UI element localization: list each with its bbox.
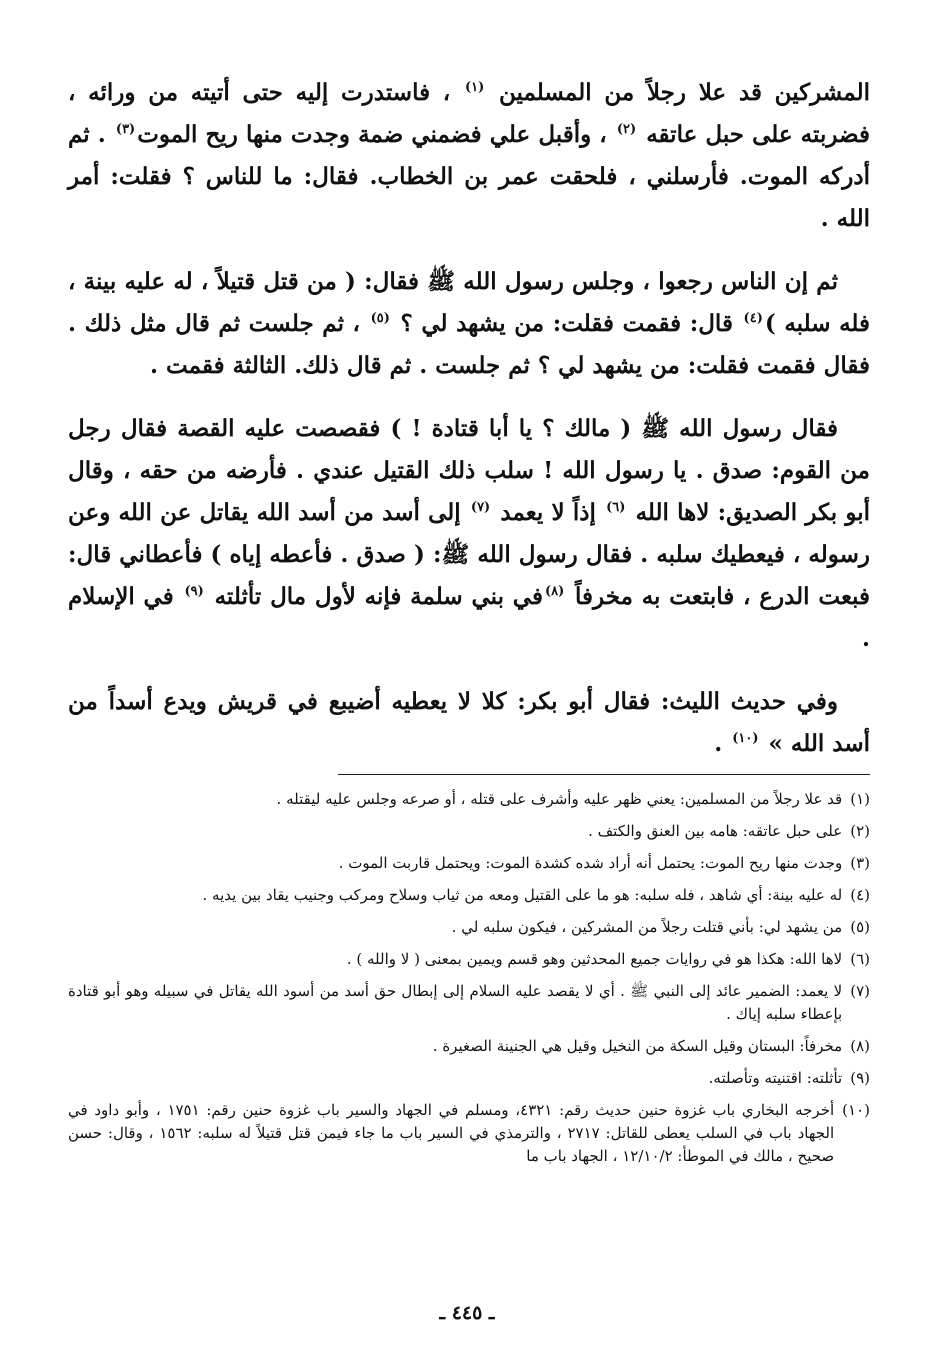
- footnote-item: [68, 980, 870, 1026]
- footnote-number: (٧): [850, 982, 870, 1000]
- footnote-number: (١): [850, 790, 870, 808]
- paragraph-2: [68, 261, 870, 387]
- footnote-number: (٩): [850, 1069, 870, 1087]
- text-run: . ثم أدركه الموت. فأرسلني ، فلحقت عمر بن الخطاب. فقال: ما للناس ؟ فقلت: أمر الله .: [68, 121, 870, 232]
- footnote-text: لا يعمد: الضمير عائد إلى النبي ﷺ . أي لا يقصد عليه السلام إلى إبطال حق أسد من أسود الله يقاتل في سبيله وهو أبو قتادة بإعطاء سلبه إياك .: [68, 982, 843, 1023]
- footnote-number: (١٠): [842, 1101, 870, 1119]
- footnote-text: قد علا رجلاً من المسلمين: يعني ظهر عليه وأشرف على قتله ، أو صرعه وجلس عليه ليقتله .: [276, 790, 843, 808]
- paragraph-4: [68, 681, 870, 765]
- footnote-ref-8: (٨): [544, 584, 565, 600]
- footnote-number: (٢): [850, 822, 870, 840]
- footnote-item: [68, 1035, 870, 1058]
- page-number: ـ ٤٤٥ ـ: [439, 1302, 495, 1324]
- footnote-text: تأثلته: اقتنيته وتأصلته.: [708, 1069, 843, 1087]
- footnote-item: [68, 852, 870, 875]
- footnote-number: (٦): [850, 950, 870, 968]
- footnote-text: من يشهد لي: بأني قتلت رجلاً من المشركين ، فيكون سلبه لي .: [451, 918, 843, 936]
- footnote-ref-9: (٩): [184, 584, 204, 600]
- text-run: إذاً لا يعمد: [500, 499, 596, 526]
- footnotes: [68, 788, 870, 1177]
- text-run: المشركين قد علا رجلاً من المسلمين: [499, 79, 870, 106]
- footnote-number: (٥): [850, 918, 870, 936]
- footnote-number: (٨): [850, 1037, 870, 1055]
- footnote-ref-2: (٢): [616, 122, 637, 138]
- footnote-number: (٣): [850, 854, 870, 872]
- paragraph-3: [68, 408, 870, 660]
- main-text: [68, 72, 870, 786]
- footnote-item: [68, 884, 870, 907]
- footnote-ref-10: (١٠): [732, 731, 759, 747]
- footnote-item: [68, 1067, 870, 1090]
- footnote-ref-3: (٣): [115, 122, 136, 138]
- footnote-text: له عليه بينة: أي شاهد ، فله سلبه: هو ما على القتيل ومعه من ثياب وسلاح ومركب وجنيب يقاد بين يديه .: [202, 886, 843, 904]
- text-run: فقال رسول الله ﷺ ( مالك ؟ يا أبا قتادة ! ) فقصصت عليه القصة فقال رجل من القوم: صدق . يا رسول الله ! سلب ذلك القتيل عندي . فأرضه من حقه ، وقال أبو بكر الصديق: لاها الله: [68, 415, 870, 526]
- footnote-item: [68, 1099, 870, 1168]
- footnote-item: [68, 788, 870, 811]
- footnote-item: [68, 948, 870, 971]
- footnote-number: (٤): [850, 886, 870, 904]
- text-run: قال: فقمت فقلت: من يشهد لي ؟: [400, 310, 733, 337]
- footnote-ref-4: (٤): [743, 311, 763, 327]
- footnote-item: [68, 916, 870, 939]
- footnote-text: على حبل عاتقه: هامه بين العنق والكتف .: [588, 822, 843, 840]
- footnote-text: مخرفاً: البستان وقيل السكة من النخيل وقيل هي الجنينة الصغيرة .: [432, 1037, 843, 1055]
- text-run: وفي حديث الليث: فقال أبو بكر: كلا لا يعطيه أضيبع في قريش ويدع أسداً من أسد الله »: [68, 688, 870, 757]
- footnote-ref-6: (٦): [606, 500, 626, 516]
- footnote-text: لاها الله: هكذا هو في روايات جميع المحدثين وهو قسم ويمين بمعنى ( لا والله ) .: [346, 950, 843, 968]
- footnote-item: [68, 820, 870, 843]
- text-run: ، ثم جلست ثم قال مثل ذلك . فقال فقمت فقلت: من يشهد لي ؟ ثم جلست . ثم قال ذلك. الثالثة فقمت .: [68, 310, 870, 379]
- text-run: إلى أسد من أسد الله يقاتل عن الله وعن رسوله ، فيعطيك سلبه . فقال رسول الله ﷺ: ( صدق . فأعطه إياه ) فأعطاني قال: فبعت الدرع ، فابتعت به مخرفاً: [68, 499, 870, 610]
- text-run: ثم إن الناس رجعوا ، وجلس رسول الله ﷺ فقال: ( من قتل قتيلاً ، له عليه بينة ، فله سلبه ): [68, 268, 871, 337]
- footnote-ref-7: (٧): [470, 500, 491, 516]
- text-run: ، وأقبل علي فضمني ضمة وجدت منها ريح الموت: [137, 121, 607, 148]
- text-run: ، فاستدرت إليه حتى أتيته من ورائه ، فضربته على حبل عاتقه: [68, 79, 870, 148]
- footnote-text: وجدت منها ريح الموت: يحتمل أنه أراد شده كشدة الموت: ويحتمل قاربت الموت .: [338, 854, 843, 872]
- footnote-text: أخرجه البخاري باب غزوة حنين حديث رقم: ٤٣٢١، ومسلم في الجهاد والسير باب غزوة حنين رقم: ١٧٥١ ، وأبو داود في الجهاد باب في السلب يعطى للقاتل: ٢٧١٧ ، والترمذي في السير باب ما جاء فيمن قتل قتيلاً له سلبه: ١٥٦٢ ، وقال: حسن صحيح ، مالك في الموطأ: ١٢/١٠/٢ ، الجهاد باب ما: [68, 1101, 835, 1165]
- footnote-ref-5: (٥): [370, 311, 390, 327]
- footnote-divider: [338, 774, 870, 775]
- footnote-ref-1: (١): [464, 80, 485, 96]
- text-run: في الإسلام .: [68, 583, 870, 652]
- text-run: في بني سلمة فإنه لأول مال تأثلته: [214, 583, 543, 610]
- text-run: .: [714, 730, 723, 757]
- paragraph-1: [68, 72, 870, 240]
